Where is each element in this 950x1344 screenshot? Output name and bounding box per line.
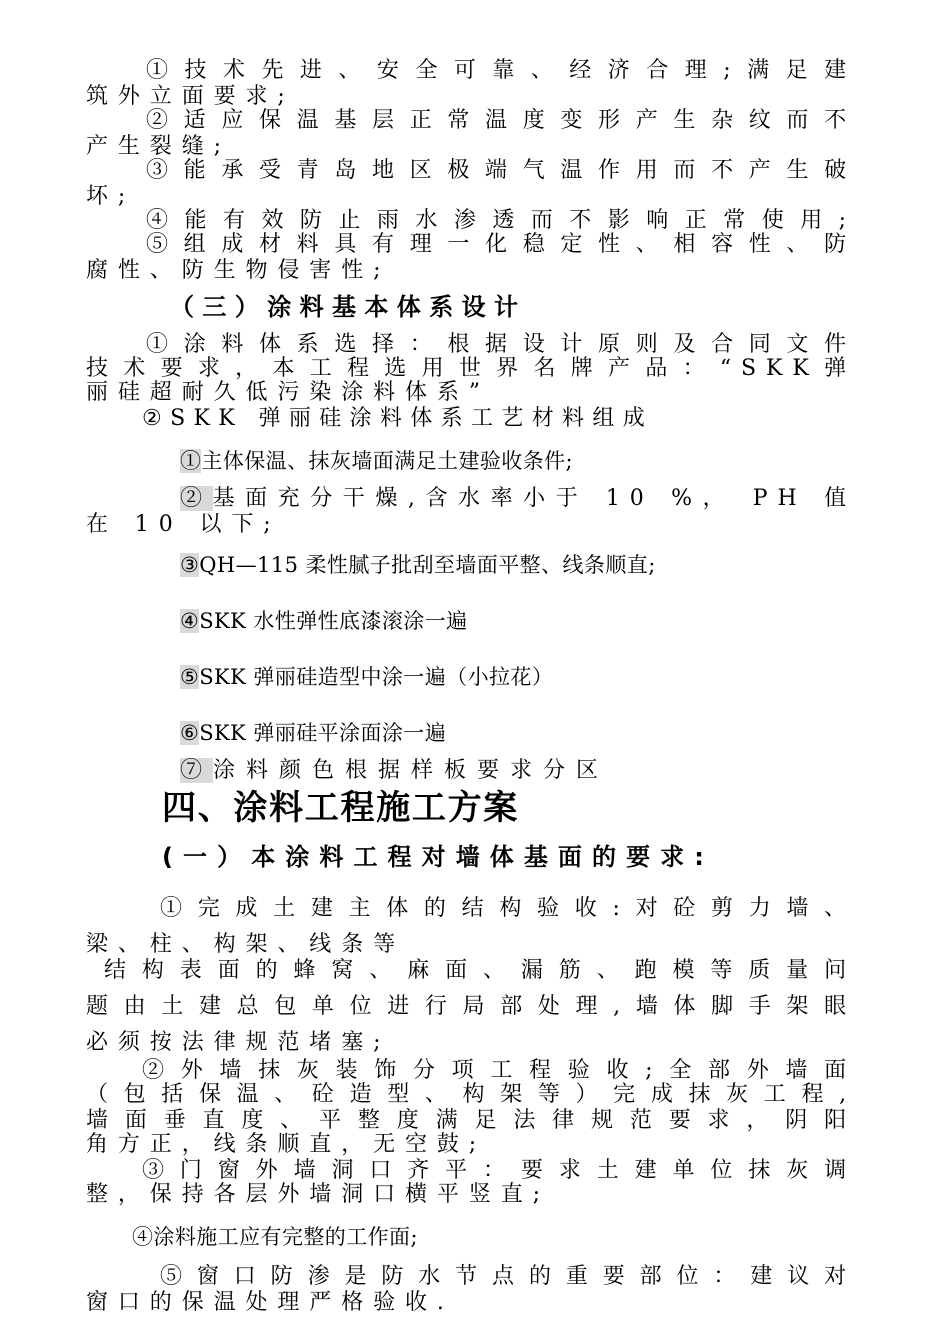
step-7-marker: ⑦ <box>180 758 214 783</box>
step-3-text: QH—115 柔性腻子批刮至墙面平整、线条顺直; <box>199 553 656 577</box>
chapter-4-p2-line-4: 角方正，线条顺直，无空鼓; <box>86 1132 487 1157</box>
process-step-2 <box>180 486 856 512</box>
chapter-4-p2-line-1: ②外墙抹灰装饰分项工程验收;全部外墙面 <box>142 1058 856 1083</box>
chapter-4-sub-heading: (一）本涂料工程对墙体基面的要求: <box>162 843 714 871</box>
step-5-marker: ⑤ <box>180 665 200 689</box>
requirement-2-cont: 产生裂缝; <box>86 134 231 159</box>
step-3-marker: ③ <box>180 553 200 577</box>
requirement-1-cont: 筑外立面要求; <box>86 84 295 109</box>
process-step-3 <box>180 552 656 578</box>
requirement-3: ③能承受青岛地区极端气温作用而不产生破 <box>146 158 856 183</box>
section-3-heading: （三）涂料基本体系设计 <box>170 293 527 321</box>
chapter-4-p1-line-5: 必须按法律规范堵塞; <box>86 1030 391 1055</box>
chapter-4-p4-line-1: ④涂料施工应有完整的工作面; <box>132 1225 418 1249</box>
step-1-marker: ① <box>180 449 202 473</box>
chapter-4-p1-line-3: 结构表面的蜂窝、麻面、漏筋、跑模等质量问 <box>104 958 856 983</box>
requirement-4: ④能有效防止雨水渗透而不影响正常使用; <box>146 208 856 233</box>
chapter-4-p1-line-4: 题由土建总包单位进行局部处理,墙体脚手架眼 <box>86 994 856 1019</box>
process-step-1 <box>180 448 573 474</box>
step-6-text: SKK 弹丽硅平涂面涂一遍 <box>199 721 447 745</box>
step-5-text: SKK 弹丽硅造型中涂一遍（小拉花） <box>199 665 554 689</box>
process-step-4 <box>180 608 468 634</box>
step-7-text: 涂料颜色根据样板要求分区 <box>213 758 610 783</box>
chapter-4-p3-line-2: 整，保持各层外墙洞口横平竖直; <box>86 1182 550 1207</box>
process-step-6 <box>180 720 446 746</box>
chapter-4-heading: 四、涂料工程施工方案 <box>162 788 519 828</box>
chapter-4-p1-line-2: 梁、柱、构架、线条等 <box>86 932 406 957</box>
step-4-text: SKK 水性弹性底漆滚涂一遍 <box>199 609 468 633</box>
chapter-4-p1-line-1: ①完成土建主体的结构验收:对砼剪力墙、 <box>160 896 856 921</box>
section-3-line-2: 技术要求，本工程选用世界名牌产品：“SKK弹 <box>86 356 856 381</box>
chapter-4-p5-line-1: ⑤窗口防渗是防水节点的重要部位：建议对 <box>160 1264 856 1289</box>
step-6-marker: ⑥ <box>180 721 200 745</box>
step-2-marker: ② <box>180 486 213 511</box>
step-1-text: 主体保温、抹灰墙面满足土建验收条件; <box>201 449 574 473</box>
requirement-2: ②适应保温基层正常温度变形产生杂纹而不 <box>146 108 856 133</box>
process-step-2-cont: 在 10 以下; <box>86 512 281 537</box>
chapter-4-p3-line-1: ③门窗外墙洞口齐平：要求土建单位抹灰调 <box>142 1158 856 1183</box>
chapter-4-p5-line-2: 窗口的保温处理严格验收. <box>86 1290 454 1315</box>
chapter-4-p2-line-2: （包括保温、砼造型、构架等）完成抹灰工程, <box>86 1082 856 1107</box>
section-3-line-4: ②SKK 弹丽硅涂料体系工艺材料组成 <box>142 406 654 431</box>
process-step-5 <box>180 664 553 690</box>
section-3-line-3: 丽硅超耐久低污染涂料体系” <box>86 380 490 405</box>
requirement-5: ⑤组成材料具有理一化稳定性、相容性、防 <box>146 232 856 257</box>
process-step-7 <box>180 758 609 784</box>
section-3-line-1: ①涂料体系选择：根据设计原则及合同文件 <box>146 332 856 357</box>
step-4-marker: ④ <box>180 609 200 633</box>
requirement-5-cont: 腐性、防生物侵害性; <box>86 258 391 283</box>
requirement-3-cont: 坏; <box>86 184 136 209</box>
requirement-1: ①技术先进、安全可靠、经济合理;满足建 <box>146 58 856 83</box>
chapter-4-p2-line-3: 墙面垂直度、平整度满足法律规范要求，阴阳 <box>86 1108 856 1133</box>
step-2-text: 基面充分干燥,含水率小于 10 %， PH 值 <box>212 486 856 511</box>
